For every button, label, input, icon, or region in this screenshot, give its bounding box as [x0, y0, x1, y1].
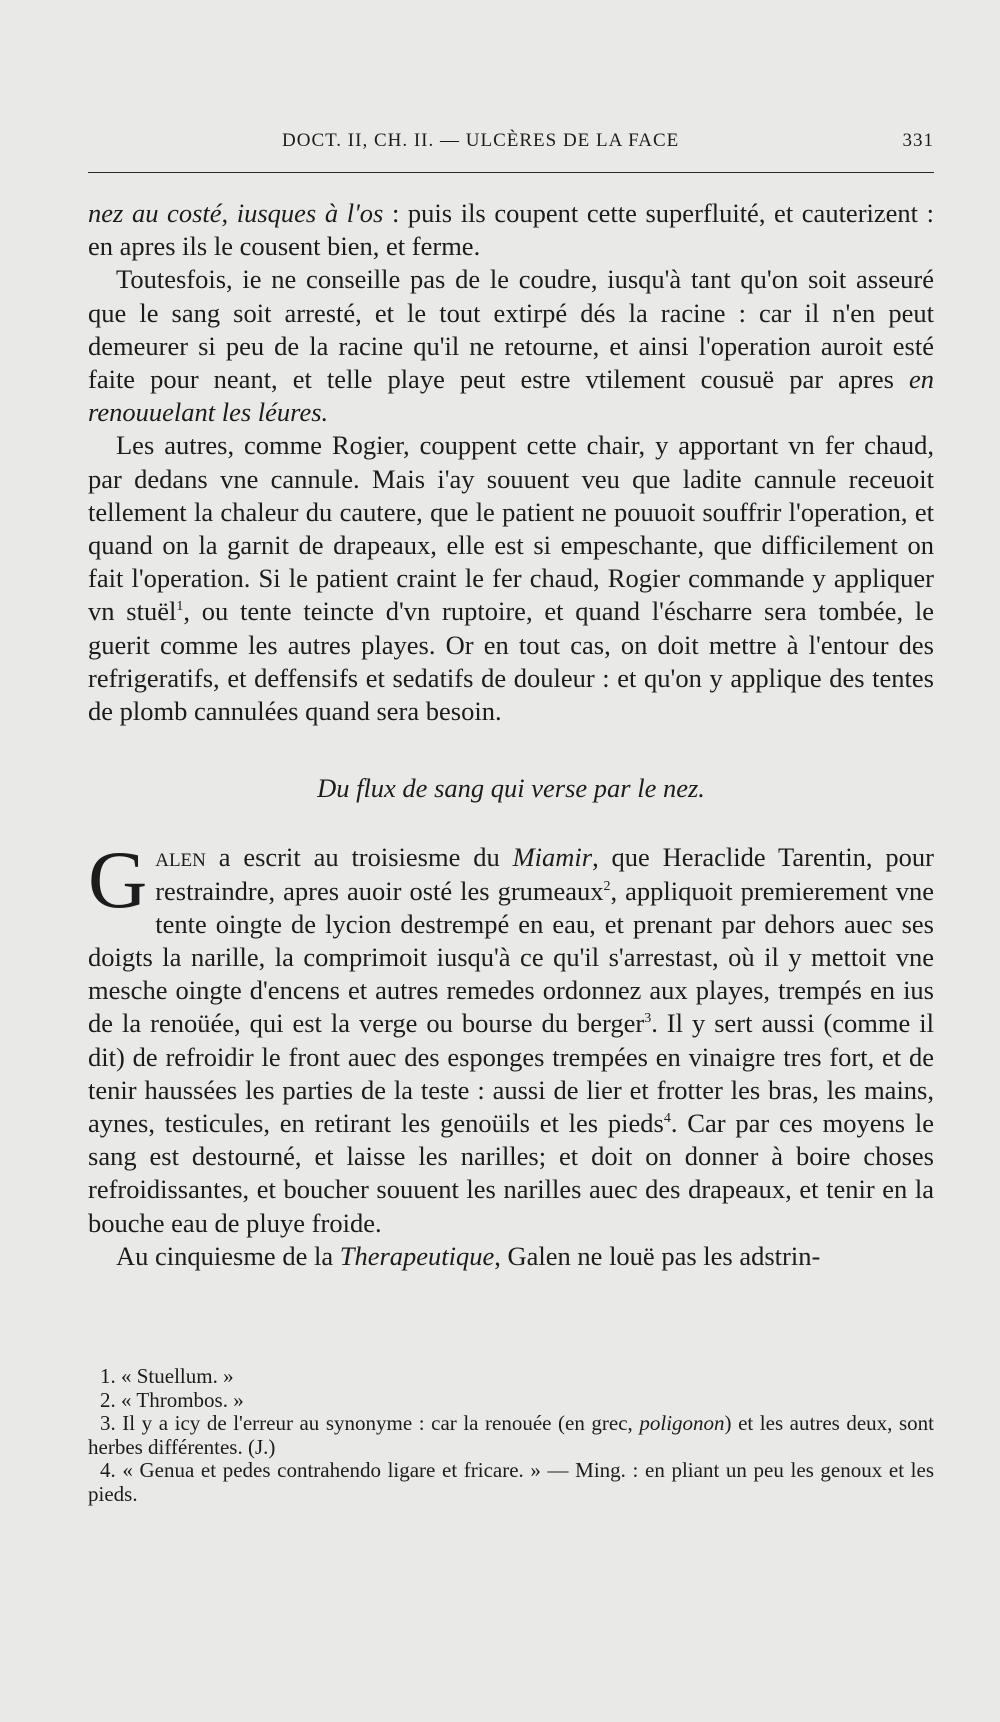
- body-text: [88, 197, 934, 1273]
- paragraph-1: [88, 197, 934, 263]
- text-run: , appliquoit premierement vne tente oingte de lycion destrempé en eau, et prenant par dehors auec ses doigts la narille, la comprimoit iusqu'à ce qu'il s'arrestast, où il y mettoit vne mesche oingte d'encens et autres remedes ordonnez aux playes, trempés en ius de la renoüée, qui est la verge ou bourse du berger: [88, 875, 934, 1039]
- text-run: . Il y sert aussi (comme il dit) de refroidir le front auec des esponges trempées en vinaigre tres fort, et de tenir haussées les parties de la teste : aussi de lier et frotter les bras, les mains, aynes, testicules, en retirant les genoüils et les pieds: [88, 1008, 935, 1139]
- text-run: . Car par ces moyens le sang est destourné, et laisse les narilles; et doit on donner à boire choses refroidissantes, et boucher souuent les narilles auec des drapeaux, et tenir en la bouche eau de pluye froide.: [88, 1108, 934, 1238]
- text-run: : puis ils coupent cette superfluité, et cauterizent : en apres ils le cousent bien, et ferme.: [88, 198, 934, 262]
- running-title: DOCT. II, CH. II. — ULCÈRES DE LA FACE: [282, 130, 680, 151]
- running-head: [88, 130, 934, 164]
- text-run: Au cinquiesme de la: [116, 1240, 340, 1271]
- footnote-3: [88, 1412, 934, 1459]
- paragraph-2: [88, 263, 934, 429]
- italic-text: nez au costé, iusques à l'os: [88, 198, 384, 228]
- section-title: Du flux de sang qui verse par le nez.: [317, 773, 705, 804]
- footnote-ref[interactable]: 1: [176, 599, 184, 615]
- text-run: Toutesfois, ie ne conseille pas de le coudre, iusqu'à tant qu'on soit asseuré que le sang soit arresté, et le tout extirpé dés la racine : car il n'en peut demeurer si peu de la racine qu'il ne retourne, et ainsi l'operation auroit esté faite pour neant, et telle playe peut estre vtilement cousuë par apres: [88, 264, 934, 395]
- footnote-ref[interactable]: 3: [644, 1011, 652, 1027]
- text-run: 3. Il y a icy de l'erreur au synonyme : car la renouée (en grec,: [100, 1411, 640, 1436]
- paragraph-last: [88, 1240, 934, 1273]
- footnote-ref[interactable]: 4: [663, 1111, 671, 1127]
- italic-text: Miamir: [512, 842, 593, 873]
- italic-text: Therapeutique: [339, 1240, 495, 1271]
- footnote-2: 2. « Thrombos. »: [100, 1387, 244, 1412]
- text-run: ) et les autres deux, sont herbes différentes. (J.): [88, 1411, 934, 1459]
- header-rule: [88, 172, 934, 173]
- smallcaps-text: alen: [155, 842, 206, 873]
- footnotes: [88, 1365, 934, 1506]
- text-run: , que Heraclide Tarentin, pour restraindre, apres auoir osté les grumeaux: [155, 842, 934, 906]
- paragraph-3: [88, 429, 934, 728]
- text-run: , ou tente teincte d'vn ruptoire, et quand l'éscharre sera tombée, le guerit comme les autres playes. Or en tout cas, on doit mettre à l'entour des refrigeratifs, et deffensifs et sedatifs de douleur : et qu'on y applique des tentes de plomb cannulées quand sera besoin.: [88, 596, 934, 727]
- page-number: 331: [902, 130, 934, 151]
- text-run: , Galen ne louë pas les adstrin-: [494, 1240, 821, 1271]
- footnote-1: 1. « Stuellum. »: [100, 1364, 234, 1389]
- paragraph-section: [88, 834, 935, 1239]
- footnote-ref[interactable]: 2: [603, 878, 611, 894]
- italic-text: poligonon: [639, 1411, 725, 1436]
- text-run: a escrit au troisiesme du: [205, 842, 513, 873]
- drop-cap: G: [88, 834, 148, 926]
- text-run: Les autres, comme Rogier, couppent cette chair, y apportant vn fer chaud, par dedans vne cannule. Mais i'ay souuent veu que ladite cannule receuoit tellement la chaleur du cautere, que le patient ne pouuoit souffrir l'operation, et quand on la garnit de drapeaux, elle est si empeschante, que difficilement on fait l'operation. Si le patient craint le fer chaud, Rogier commande y appliquer vn stuël: [88, 430, 934, 627]
- italic-text: en renouuelant les léures.: [88, 364, 934, 428]
- footnote-4: 4. « Genua et pedes contrahendo ligare et fricare. » — Ming. : en pliant un peu les genoux et les pieds.: [88, 1458, 934, 1506]
